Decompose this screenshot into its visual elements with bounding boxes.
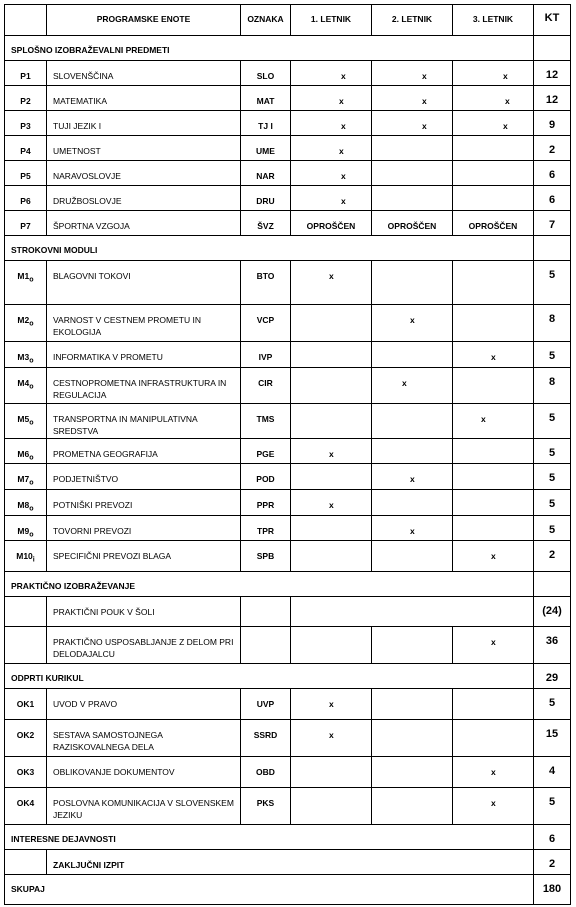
total-label: SKUPAJ (5, 875, 534, 905)
year1-cell (291, 788, 372, 825)
year3-cell (453, 136, 534, 161)
year3-cell (453, 689, 534, 720)
module-id: M7 (17, 474, 30, 485)
row-name: PRAKTIČNO USPOSABLJANJE Z DELOM PRI DELODAJALCU (47, 627, 241, 664)
year2-cell (372, 627, 453, 664)
year1-cell (291, 403, 372, 438)
year3-exempt: OPROŠČEN (453, 211, 534, 236)
table-row (5, 161, 571, 186)
module-id: M5 (17, 413, 30, 424)
year2-mark: x (372, 515, 453, 541)
year1-cell (291, 757, 372, 788)
table-row (5, 61, 571, 86)
total-kt: 180 (534, 875, 571, 905)
row-abbr: MAT (241, 86, 291, 111)
table-row (5, 186, 571, 211)
section-row (5, 825, 571, 850)
row-id (5, 305, 47, 342)
row-name: PROMETNA GEOGRAFIJA (47, 438, 241, 464)
header-units: PROGRAMSKE ENOTE (47, 5, 241, 36)
section-open-kt: 29 (534, 664, 571, 689)
year1-mark: x (291, 161, 372, 186)
year2-cell (372, 490, 453, 516)
module-id: M6 (17, 448, 30, 459)
year3-cell (453, 367, 534, 403)
table-row (5, 136, 571, 161)
row-id (5, 515, 47, 541)
row-kt: 2 (534, 541, 571, 572)
row-id: P5 (5, 161, 47, 186)
year2-mark: x (372, 111, 453, 136)
row-name: SESTAVA SAMOSTOJNEGA RAZISKOVALNEGA DELA (47, 720, 241, 757)
module-id: M3 (17, 352, 30, 362)
year2-cell (372, 186, 453, 211)
module-sub: o (29, 418, 34, 427)
section-row (5, 236, 571, 261)
module-id: M8 (17, 500, 30, 511)
section-row (5, 572, 571, 597)
table-row (5, 689, 571, 720)
table-row (5, 403, 571, 438)
row-name: UMETNOST (47, 136, 241, 161)
table-row (5, 261, 571, 305)
section-general: SPLOŠNO IZOBRAŽEVALNI PREDMETI (5, 36, 534, 61)
row-abbr-empty (241, 627, 291, 664)
row-id (5, 403, 47, 438)
row-id (5, 464, 47, 490)
table-row (5, 464, 571, 490)
row-abbr-empty (241, 597, 291, 627)
year1-cell (291, 367, 372, 403)
row-kt: (24) (534, 597, 571, 627)
module-sub: i (32, 556, 35, 565)
row-name: INFORMATIKA V PROMETU (47, 342, 241, 368)
module-id: M1 (17, 271, 30, 281)
year1-mark: x (291, 61, 372, 86)
row-name: PRAKTIČNI POUK V ŠOLI (47, 597, 241, 627)
module-sub: o (29, 479, 34, 488)
row-kt: 6 (534, 186, 571, 211)
row-name: UVOD V PRAVO (47, 689, 241, 720)
row-id-empty (5, 627, 47, 664)
header-year1: 1. LETNIK (291, 5, 372, 36)
year2-cell (372, 342, 453, 368)
year2-mark: x (372, 86, 453, 111)
row-name: PODJETNIŠTVO (47, 464, 241, 490)
year3-cell (453, 438, 534, 464)
section-modules: STROKOVNI MODULI (5, 236, 534, 261)
year2-mark: x (372, 305, 453, 342)
module-sub: o (29, 530, 34, 539)
row-id: OK1 (5, 689, 47, 720)
table-row (5, 367, 571, 403)
module-sub: o (29, 382, 34, 391)
row-id: P6 (5, 186, 47, 211)
header-year3: 3. LETNIK (453, 5, 534, 36)
row-name: VARNOST V CESTNEM PROMETU IN EKOLOGIJA (47, 305, 241, 342)
row-abbr: SSRD (241, 720, 291, 757)
row-name: ŠPORTNA VZGOJA (47, 211, 241, 236)
header-empty (5, 5, 47, 36)
row-name: MATEMATIKA (47, 86, 241, 111)
year3-mark: x (453, 342, 534, 368)
row-name: SPECIFIČNI PREVOZI BLAGA (47, 541, 241, 572)
row-kt: 8 (534, 305, 571, 342)
row-id (5, 367, 47, 403)
row-kt: 5 (534, 403, 571, 438)
module-id: M10 (16, 551, 33, 562)
row-name: CESTNOPROMETNA INFRASTRUKTURA IN REGULACIJA (47, 367, 241, 403)
year2-cell (372, 788, 453, 825)
row-name: SLOVENŠČINA (47, 61, 241, 86)
year2-cell (372, 689, 453, 720)
table-row (5, 757, 571, 788)
year3-cell (453, 515, 534, 541)
final-exam-kt: 2 (534, 850, 571, 875)
row-kt: 5 (534, 342, 571, 368)
header-code: OZNAKA (241, 5, 291, 36)
row-kt: 6 (534, 161, 571, 186)
row-id: P1 (5, 61, 47, 86)
row-id: P3 (5, 111, 47, 136)
row-kt: 8 (534, 367, 571, 403)
module-sub: o (29, 319, 34, 328)
module-sub: o (29, 356, 34, 365)
table-row (5, 86, 571, 111)
year3-mark: x (453, 86, 534, 111)
row-name: TUJI JEZIK I (47, 111, 241, 136)
year2-cell (372, 541, 453, 572)
module-sub: o (29, 453, 34, 462)
year2-cell (372, 161, 453, 186)
row-abbr: CIR (241, 367, 291, 403)
row-id-empty (5, 597, 47, 627)
row-kt: 5 (534, 438, 571, 464)
table-row (5, 627, 571, 664)
year1-cell (291, 464, 372, 490)
row-abbr: PPR (241, 490, 291, 516)
year2-cell (372, 261, 453, 305)
row-abbr: TMS (241, 403, 291, 438)
row-id: OK3 (5, 757, 47, 788)
year3-cell (453, 161, 534, 186)
row-kt: 2 (534, 136, 571, 161)
section-interest-kt: 6 (534, 825, 571, 850)
total-row (5, 875, 571, 905)
section-interest: INTERESNE DEJAVNOSTI (5, 825, 534, 850)
year1-mark: x (291, 490, 372, 516)
row-id (5, 490, 47, 516)
row-id: P2 (5, 86, 47, 111)
row-kt: 12 (534, 86, 571, 111)
row-kt: 5 (534, 515, 571, 541)
table-row (5, 490, 571, 516)
year1-cell (291, 515, 372, 541)
row-abbr: PKS (241, 788, 291, 825)
row-abbr: UME (241, 136, 291, 161)
table-row (5, 720, 571, 757)
row-name: TOVORNI PREVOZI (47, 515, 241, 541)
year3-mark: x (453, 61, 534, 86)
section-row (5, 664, 571, 689)
table-row (5, 305, 571, 342)
row-abbr: SLO (241, 61, 291, 86)
row-abbr: POD (241, 464, 291, 490)
year3-mark: x (453, 403, 534, 438)
years-merged-cell (291, 597, 534, 627)
row-name: POTNIŠKI PREVOZI (47, 490, 241, 516)
module-id: M4 (17, 377, 30, 388)
row-kt: 36 (534, 627, 571, 664)
row-abbr: ŠVZ (241, 211, 291, 236)
year3-cell (453, 720, 534, 757)
table-row (5, 597, 571, 627)
year3-mark: x (453, 788, 534, 825)
row-id: OK2 (5, 720, 47, 757)
year3-mark: x (453, 757, 534, 788)
year3-cell (453, 186, 534, 211)
row-kt: 7 (534, 211, 571, 236)
table-row (5, 211, 571, 236)
year3-cell (453, 464, 534, 490)
year3-mark: x (453, 627, 534, 664)
section-kt-empty (534, 36, 571, 61)
row-name: TRANSPORTNA IN MANIPULATIVNA SREDSTVA (47, 403, 241, 438)
row-id: OK4 (5, 788, 47, 825)
row-name: OBLIKOVANJE DOKUMENTOV (47, 757, 241, 788)
year2-mark: x (372, 61, 453, 86)
table-row (5, 788, 571, 825)
row-kt: 5 (534, 464, 571, 490)
row-id (5, 342, 47, 368)
year2-cell (372, 403, 453, 438)
year3-cell (453, 261, 534, 305)
year1-cell (291, 627, 372, 664)
row-kt: 9 (534, 111, 571, 136)
year2-mark: x (372, 464, 453, 490)
header-year2: 2. LETNIK (372, 5, 453, 36)
year1-cell (291, 541, 372, 572)
row-kt: 12 (534, 61, 571, 86)
row-name: BLAGOVNI TOKOVI (47, 261, 241, 305)
module-id: M2 (17, 315, 30, 325)
year2-mark: x (372, 367, 453, 403)
curriculum-table (4, 4, 571, 905)
row-abbr: UVP (241, 689, 291, 720)
year1-exempt: OPROŠČEN (291, 211, 372, 236)
year2-cell (372, 757, 453, 788)
year2-cell (372, 720, 453, 757)
year1-mark: x (291, 186, 372, 211)
row-kt: 4 (534, 757, 571, 788)
year3-cell (453, 305, 534, 342)
year1-mark: x (291, 111, 372, 136)
header-kt: KT (534, 5, 571, 36)
row-id-empty (5, 850, 47, 875)
year1-mark: x (291, 438, 372, 464)
table-row (5, 438, 571, 464)
year2-exempt: OPROŠČEN (372, 211, 453, 236)
row-abbr: TJ I (241, 111, 291, 136)
row-id (5, 541, 47, 572)
year1-mark: x (291, 720, 372, 757)
section-row (5, 36, 571, 61)
final-exam-name: ZAKLJUČNI IZPIT (47, 850, 534, 875)
row-kt: 15 (534, 720, 571, 757)
table-row (5, 515, 571, 541)
section-open: ODPRTI KURIKUL (5, 664, 534, 689)
table-row (5, 850, 571, 875)
section-kt-empty (534, 572, 571, 597)
row-id: P4 (5, 136, 47, 161)
year1-cell (291, 342, 372, 368)
row-abbr: NAR (241, 161, 291, 186)
row-abbr: TPR (241, 515, 291, 541)
row-kt: 5 (534, 788, 571, 825)
row-id: P7 (5, 211, 47, 236)
table-row (5, 541, 571, 572)
year1-mark: x (291, 136, 372, 161)
row-kt: 5 (534, 261, 571, 305)
row-abbr: OBD (241, 757, 291, 788)
year3-cell (453, 490, 534, 516)
row-name: DRUŽBOSLOVJE (47, 186, 241, 211)
module-sub: o (29, 504, 34, 513)
year3-mark: x (453, 111, 534, 136)
row-kt: 5 (534, 490, 571, 516)
year1-mark: x (291, 261, 372, 305)
row-abbr: VCP (241, 305, 291, 342)
row-abbr: PGE (241, 438, 291, 464)
year3-mark: x (453, 541, 534, 572)
year2-cell (372, 438, 453, 464)
module-id: M9 (17, 525, 30, 536)
year2-cell (372, 136, 453, 161)
row-name: NARAVOSLOVJE (47, 161, 241, 186)
table-row (5, 342, 571, 368)
row-name: POSLOVNA KOMUNIKACIJA V SLOVENSKEM JEZIKU (47, 788, 241, 825)
header-row (5, 5, 571, 36)
section-kt-empty (534, 236, 571, 261)
row-id (5, 261, 47, 305)
year1-cell (291, 305, 372, 342)
module-sub: o (29, 275, 34, 284)
table-row (5, 111, 571, 136)
row-abbr: BTO (241, 261, 291, 305)
row-abbr: SPB (241, 541, 291, 572)
row-abbr: DRU (241, 186, 291, 211)
row-kt: 5 (534, 689, 571, 720)
year1-mark: x (291, 86, 372, 111)
row-id (5, 438, 47, 464)
section-practical: PRAKTIČNO IZOBRAŽEVANJE (5, 572, 534, 597)
year1-mark: x (291, 689, 372, 720)
row-abbr: IVP (241, 342, 291, 368)
